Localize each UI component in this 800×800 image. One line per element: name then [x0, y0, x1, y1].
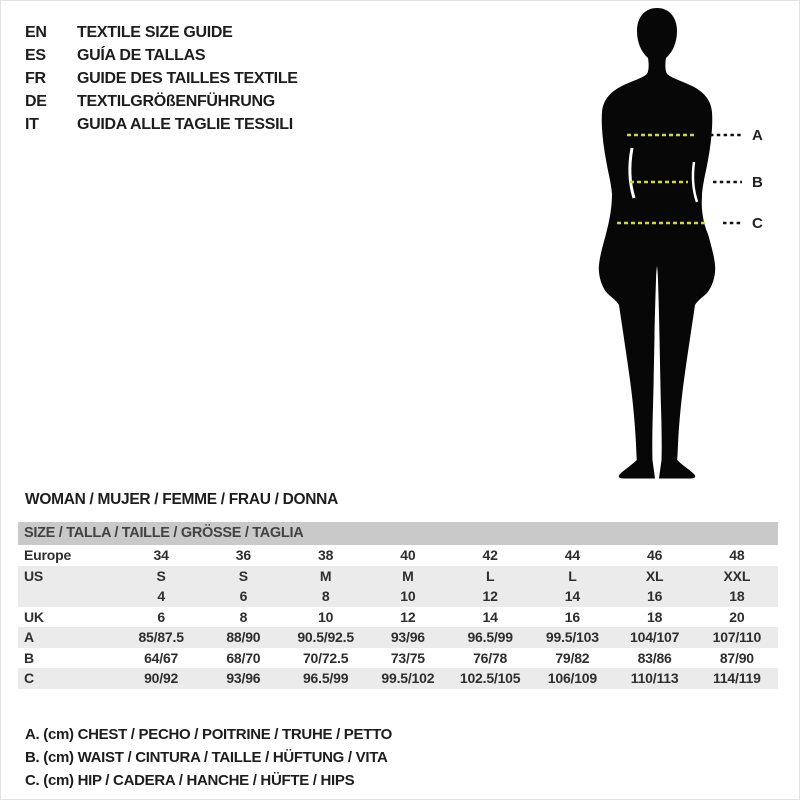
- size-cell: 40: [400, 547, 416, 564]
- size-cell: 14: [564, 588, 580, 605]
- size-cell: 90/92: [144, 670, 179, 687]
- size-cell: M: [402, 567, 414, 584]
- size-cell: 6: [157, 608, 165, 625]
- lang-row-es: [25, 44, 298, 67]
- size-cell: 12: [482, 588, 498, 605]
- lang-title: TEXTILE SIZE GUIDE: [77, 23, 233, 41]
- size-cell: XL: [645, 567, 664, 584]
- lang-title: TEXTILGRÖßENFÜHRUNG: [77, 92, 275, 110]
- size-cell: 99.5/103: [545, 629, 599, 646]
- lang-row-en: [25, 21, 298, 44]
- size-cell: 96.5/99: [302, 670, 349, 687]
- size-cell: S: [238, 567, 248, 584]
- table-row-us: [18, 566, 778, 587]
- size-cell: 90.5/92.5: [297, 629, 354, 646]
- size-cell: 106/109: [547, 670, 597, 687]
- size-cell: M: [319, 567, 332, 584]
- lang-code: ES: [25, 46, 46, 64]
- size-cell: 6: [239, 588, 248, 605]
- row-label: Europe: [24, 547, 72, 564]
- size-cell: 20: [729, 608, 745, 625]
- size-cell: S: [156, 567, 166, 584]
- size-cell: 88/90: [226, 629, 261, 646]
- size-cell: 14: [482, 608, 498, 625]
- row-label: A: [24, 629, 34, 646]
- lang-title: GUÍA DE TALLAS: [77, 46, 206, 64]
- size-cell: XXL: [723, 567, 751, 584]
- language-title-block: [25, 21, 298, 136]
- table-row-europe: [18, 545, 778, 566]
- row-label: C: [24, 670, 34, 687]
- size-table: [18, 522, 778, 689]
- size-cell: 12: [400, 608, 416, 625]
- row-label: US: [24, 567, 44, 584]
- size-cell: 4: [157, 588, 165, 605]
- measure-label-b: B: [752, 174, 763, 191]
- size-cell: 104/107: [630, 629, 680, 646]
- size-cell: 16: [647, 588, 663, 605]
- lang-code: IT: [25, 115, 39, 133]
- size-cell: 93/96: [390, 629, 425, 646]
- measurement-legend: [25, 723, 392, 792]
- size-cell: L: [568, 567, 577, 584]
- size-cell: 85/87.5: [138, 629, 184, 646]
- table-row-us-numeric: [18, 586, 778, 607]
- row-label: B: [24, 649, 34, 666]
- size-cell: 73/75: [390, 649, 425, 666]
- lang-title: GUIDE DES TAILLES TEXTILE: [77, 69, 298, 87]
- size-cell: 8: [239, 608, 248, 625]
- measure-label-a: A: [752, 127, 763, 144]
- size-cell: 46: [647, 547, 663, 564]
- size-cell: 48: [729, 547, 745, 564]
- size-cell: 8: [321, 588, 330, 605]
- size-cell: 10: [318, 608, 334, 625]
- size-cell: 79/82: [555, 649, 590, 666]
- size-table-header: SIZE / TALLA / TAILLE / GRÖSSE / TAGLIA: [18, 522, 778, 545]
- row-label: UK: [24, 608, 44, 625]
- size-cell: 68/70: [226, 649, 261, 666]
- lang-row-it: [25, 113, 298, 136]
- lang-row-fr: [25, 67, 298, 90]
- woman-silhouette-icon: [599, 8, 715, 479]
- measure-label-c: C: [752, 215, 763, 232]
- size-cell: 10: [400, 588, 416, 605]
- size-cell: 64/67: [144, 649, 179, 666]
- lang-code: FR: [25, 69, 46, 87]
- size-cell: 87/90: [719, 649, 754, 666]
- lang-code: EN: [25, 23, 47, 41]
- size-cell: 18: [647, 608, 663, 625]
- size-cell: 107/110: [712, 629, 762, 646]
- size-cell: 18: [729, 588, 745, 605]
- size-cell: 16: [564, 608, 580, 625]
- size-cell: 93/96: [226, 670, 261, 687]
- measurement-figure: [595, 2, 795, 480]
- legend-waist: B. (cm) WAIST / CINTURA / TAILLE / HÜFTUNG / VITA: [25, 749, 388, 766]
- size-cell: 38: [318, 547, 334, 564]
- legend-hip: C. (cm) HIP / CADERA / HANCHE / HÜFTE / HIPS: [25, 772, 355, 789]
- gender-heading: WOMAN / MUJER / FEMME / FRAU / DONNA: [25, 491, 338, 508]
- size-cell: 96.5/99: [467, 629, 513, 646]
- lang-title: GUIDA ALLE TAGLIE TESSILI: [77, 115, 293, 133]
- size-cell: 34: [153, 547, 169, 564]
- size-cell: 36: [235, 547, 251, 564]
- lang-row-de: [25, 90, 298, 113]
- size-cell: 114/119: [713, 670, 761, 687]
- size-cell: 99.5/102: [381, 670, 435, 687]
- size-cell: 83/86: [637, 649, 672, 666]
- row-label: [18, 586, 120, 607]
- table-row-chest: [18, 627, 778, 648]
- size-cell: 102.5/105: [459, 670, 521, 687]
- size-cell: L: [485, 567, 495, 584]
- table-row-hip: [18, 668, 778, 689]
- table-row-waist: [18, 648, 778, 669]
- legend-chest: A. (cm) CHEST / PECHO / POITRINE / TRUHE / PETTO: [25, 726, 393, 743]
- lang-code: DE: [25, 92, 47, 110]
- size-cell: 44: [564, 547, 580, 564]
- size-cell: 70/72.5: [302, 649, 349, 666]
- table-row-uk: [18, 607, 778, 628]
- size-cell: 76/78: [473, 649, 508, 666]
- size-cell: 110/113: [630, 670, 679, 687]
- size-cell: 42: [482, 547, 498, 564]
